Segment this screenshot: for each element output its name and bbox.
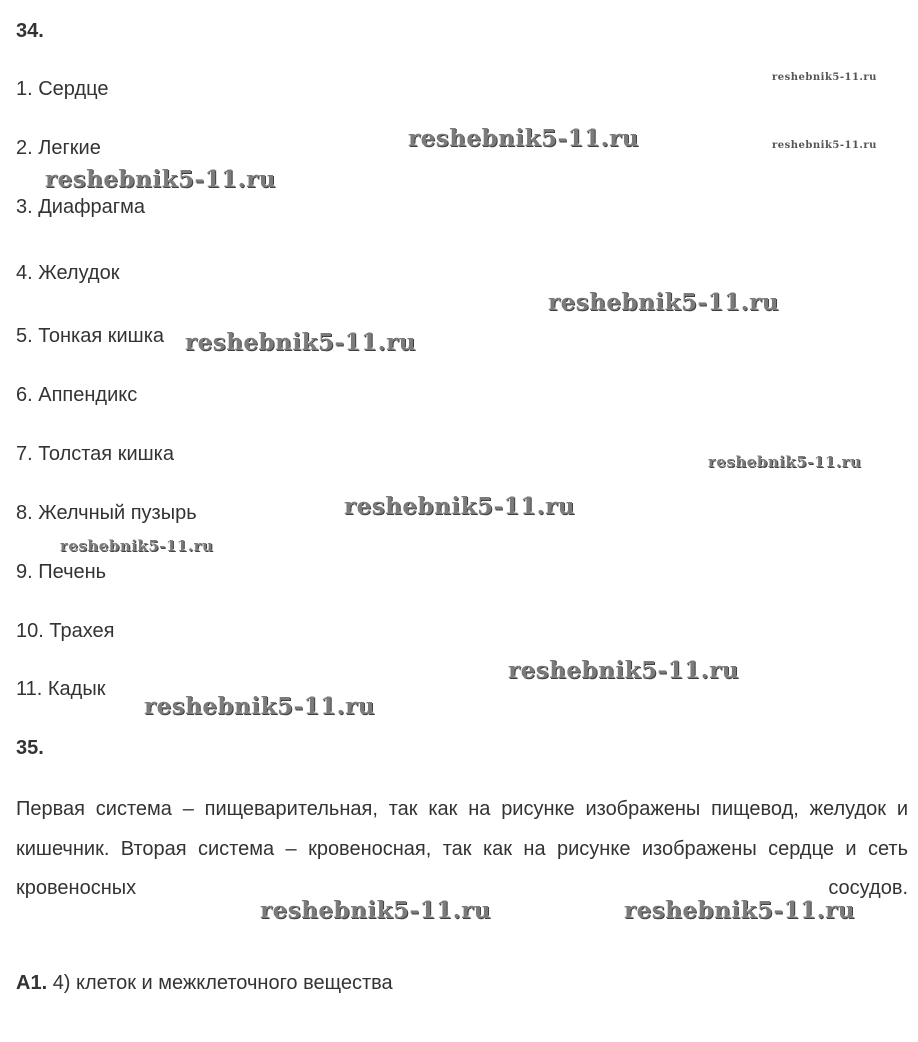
list-item-1: 1. Сердце [16, 78, 109, 100]
watermark: reshebnik5-11.ru [344, 493, 575, 520]
watermark: reshebnik5-11.ru [708, 453, 862, 471]
answer-a1 [16, 971, 393, 995]
watermark: reshebnik5-11.ru [772, 72, 877, 83]
list-item-3: 3. Диафрагма [16, 196, 145, 218]
watermark: reshebnik5-11.ru [508, 657, 739, 684]
watermark: reshebnik5-11.ru [185, 329, 416, 356]
watermark: reshebnik5-11.ru [772, 140, 877, 151]
list-item-2: 2. Легкие [16, 137, 101, 159]
list-item-7: 7. Толстая кишка [16, 443, 174, 465]
watermark: reshebnik5-11.ru [548, 289, 779, 316]
watermark: reshebnik5-11.ru [45, 166, 276, 193]
answer-paragraph-35: Первая система – пищеварительная, так как на рисунке изображены пищевод, желудок и кишечник. Вторая система – кровеносная, так как на рисунке изображены сердце и сеть кровеносных сосудов. [16, 798, 908, 899]
answer-a1-text: 4) клеток и межклеточного вещества [52, 972, 393, 994]
list-item-11: 11. Кадык [16, 678, 106, 700]
list-item-5: 5. Тонкая кишка [16, 325, 165, 347]
list-item-9: 9. Печень [16, 561, 107, 583]
watermark: reshebnik5-11.ru [408, 125, 639, 152]
watermark: reshebnik5-11.ru [60, 537, 214, 555]
task-number-35: 35. [16, 737, 44, 759]
list-item-8: 8. Желчный пузырь [16, 502, 197, 524]
list-item-10: 10. Трахея [16, 620, 115, 642]
watermark: reshebnik5-11.ru [260, 897, 491, 924]
list-item-4: 4. Желудок [16, 262, 120, 284]
watermark: reshebnik5-11.ru [624, 897, 855, 924]
answer-a1-label: A1. [16, 972, 48, 994]
task-number-34: 34. [16, 20, 44, 42]
watermark: reshebnik5-11.ru [144, 693, 375, 720]
list-item-6: 6. Аппендикс [16, 384, 138, 406]
